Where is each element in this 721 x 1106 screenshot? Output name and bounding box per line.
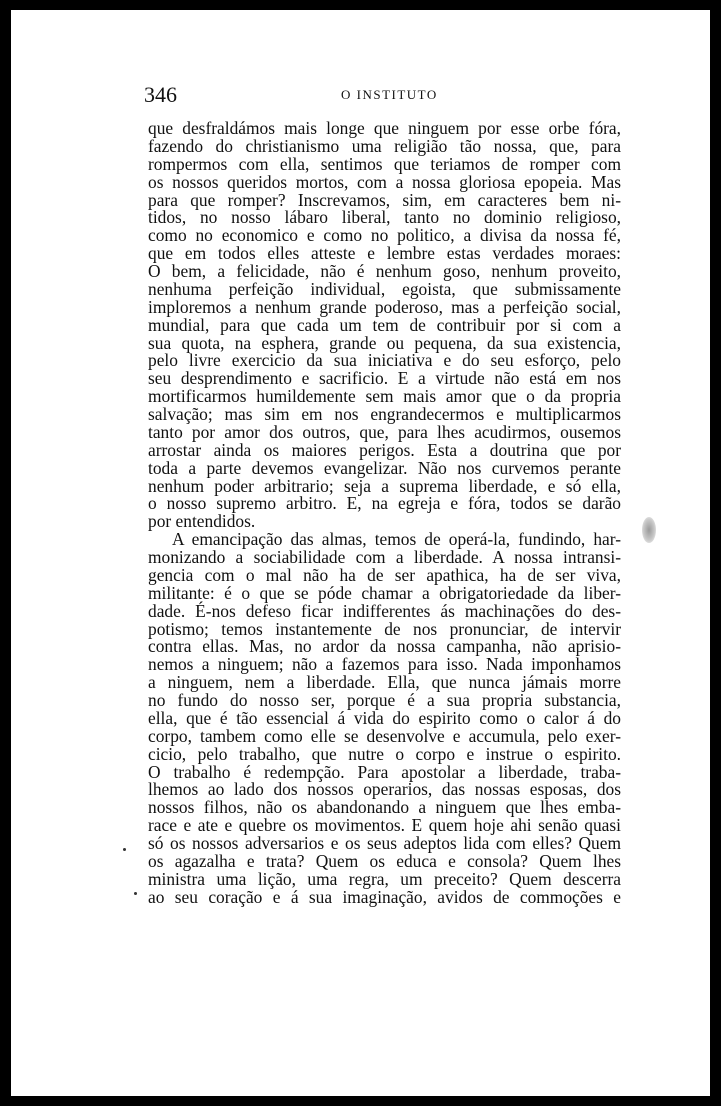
text-line: sua quota, na esphera, grande ou pequena, da sua existencia, [148, 332, 621, 353]
text-line: imploremos a nenhum grande poderoso, mas a perfeição social, [148, 296, 621, 317]
text-line: contra ellas. Mas, no ardor da nossa campanha, não aprisio- [148, 636, 621, 657]
text-line: nossos filhos, não os abandonando a ninguem que lhes emba- [148, 797, 621, 818]
text-line: seu desprendimento e sacrificio. E a virtude não está em nos [148, 368, 621, 389]
text-line: salvação; mas sim em nos engrandecermos e multiplicarmos [148, 404, 621, 424]
text-line: a ninguem, nem a liberdade. Ella, que nunca jámais morre [148, 672, 621, 693]
text-line: monizando a sociabilidade com a liberdade. A nossa intransi- [148, 547, 621, 567]
book-page [11, 10, 710, 1096]
text-line: fazendo do christianismo uma religião tão nossa, que, para [148, 135, 621, 156]
text-line: os nossos queridos mortos, com a nossa gloriosa epopeia. Mas [148, 171, 621, 192]
text-line: no fundo do nosso ser, porque é a sua propria substancia, [148, 690, 621, 710]
page-number: 346 [144, 82, 177, 107]
text-line: dade. É-nos defeso ficar indifferentes ás machinações do des- [148, 600, 621, 621]
text-line: corpo, tambem como elle se desenvolve e accumula, pelo exer- [148, 725, 621, 746]
text-line: como no economico e como no politico, a divisa da nossa fé, [148, 225, 621, 246]
text-line: que desfraldámos mais longe que ninguem por esse orbe fóra, [148, 118, 621, 138]
text-line: potismo; temos instantemente de nos pronunciar, de intervir [148, 618, 621, 639]
text-line: o nosso supremo arbitro. E, na egreja e fóra, todos se darão [148, 493, 621, 514]
body-text [148, 120, 621, 907]
text-line: nemos a ninguem; não a fazemos para isso. Nada imponhamos [148, 654, 621, 675]
text-line: rompermos com ella, sentimos que teriamos de romper com [148, 153, 621, 174]
text-line: O bem, a felicidade, não é nenhum goso, nenhum proveito, [148, 261, 621, 281]
text-line: mortificarmos humildemente sem mais amor que o da propria [148, 386, 621, 407]
text-line: que em todos elles atteste e lembre estas verdades moraes: [148, 243, 621, 264]
text-line: os agazalha e trata? Quem os educa e consola? Quem lhes [148, 850, 621, 871]
text-line: pelo livre exercicio da sua iniciativa e do seu esforço, pelo [148, 350, 621, 371]
text-line: ella, que é tão essencial á vida do espirito como o calor á do [148, 707, 621, 728]
text-line: nenhuma perfeição individual, egoista, que submissamente [148, 278, 621, 299]
text-line: toda a parte devemos evangelizar. Não nos curvemos perante [148, 457, 621, 478]
text-line: por entendidos. [148, 511, 256, 532]
text-line: mundial, para que cada um tem de contribuir por si com a [148, 314, 621, 335]
text-line: para que romper? Inscrevamos, sim, em caracteres bem ni- [148, 189, 621, 210]
text-line: tanto por amor dos outros, que, para lhes acudirmos, ousemos [148, 421, 621, 442]
text-line: gencia com o mal não ha de ser apathica, ha de ser viva, [148, 564, 621, 585]
text-line: O trabalho é redempção. Para apostolar a liberdade, traba- [148, 761, 621, 782]
text-line: arrostar ainda os maiores perigos. Esta a doutrina que por [148, 439, 621, 460]
text-line: A emancipação das almas, temos de operá-la, fundindo, har- [172, 529, 621, 550]
text-line: lhemos ao lado dos nossos operarios, das nossas esposas, dos [148, 779, 621, 800]
paper-blemish [642, 517, 656, 543]
ink-speck [123, 848, 126, 851]
running-head: O INSTITUTO [341, 87, 438, 102]
page-header [144, 82, 620, 112]
text-line: cicio, pelo trabalho, que nutre o corpo e instrue o espirito. [148, 743, 621, 764]
text-line: só os nossos adversarios e os seus adeptos lida com elles? Quem [148, 833, 621, 853]
text-line: race e ate e quebre os movimentos. E quem hoje ahi senão quasi [148, 815, 621, 836]
text-line: tidos, no nosso lábaro liberal, tanto no dominio religioso, [148, 207, 621, 228]
ink-speck [134, 892, 137, 895]
text-line: ministra uma lição, uma regra, um preceito? Quem descerra [148, 868, 621, 889]
text-line: nenhum poder arbitrario; seja a suprema liberdade, e só ella, [148, 475, 621, 496]
text-line: ao seu coração e á sua imaginação, avidos de commoções e [148, 886, 621, 907]
text-line: militante: é o que se póde chamar a obrigatoriedade da liber- [148, 582, 621, 603]
